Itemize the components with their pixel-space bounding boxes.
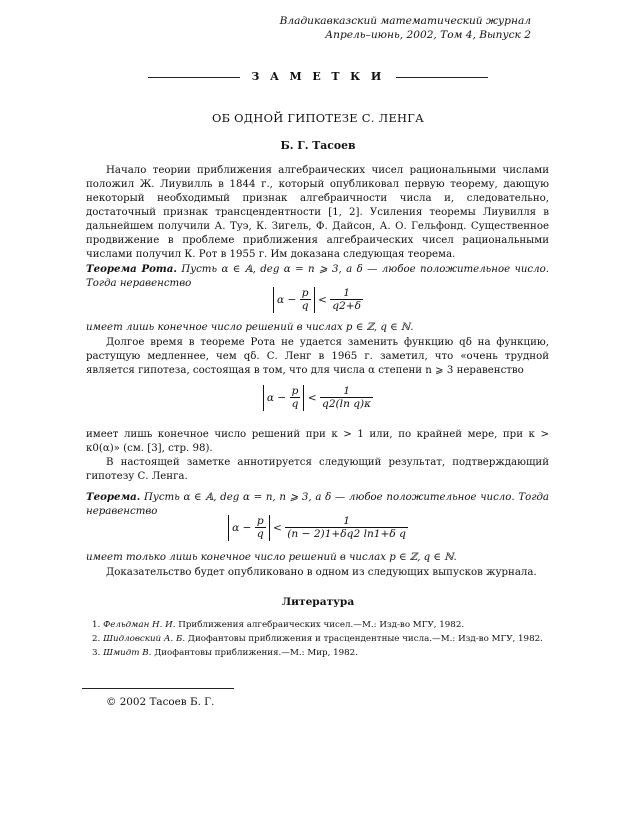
article-title: ОБ ОДНОЙ ГИПОТЕЗЕ С. ЛЕНГА (211, 111, 425, 125)
footnote-rule (82, 688, 234, 689)
journal-line-2: Апрель–июнь, 2002, Том 4, Выпуск 2 (325, 29, 531, 41)
section-heading (0, 70, 636, 83)
section-label: З А М Е Т К И (251, 70, 385, 83)
roth-formula-lhs: α − (277, 294, 300, 306)
reference-number: 1. (92, 620, 101, 630)
lang-formula-q: q (291, 398, 299, 410)
lang-formula-p: p (291, 385, 299, 397)
lang-formula-rel: < (307, 392, 321, 404)
lang-formula-den: q2(ln q)κ (322, 398, 372, 410)
section-rule-right (396, 77, 488, 78)
reference-text: Диофантовы приближения и трасцендентные числа.—М.: Изд-во МГУ, 1982. (187, 634, 543, 644)
main-formula-num: 1 (285, 515, 408, 528)
reference-number: 3. (92, 648, 101, 658)
roth-formula-den: q2+δ (332, 300, 361, 312)
reference-author: Шмидт В. (103, 648, 152, 658)
paragraph-lang: Долгое время в теореме Рота не удается заменить функцию qδ на функцию, растущую медленнее, чем qδ. С. Ленг в 1965 г. заметил, что «очень трудной является гипотеза, состоящая в том, что для числа α степени n ⩾ 3 неравенство (86, 337, 549, 376)
roth-formula-q: q (301, 300, 309, 312)
roth-formula-p: p (301, 287, 309, 299)
main-theorem-label: Теорема. (86, 491, 141, 503)
main-formula-q: q (256, 528, 264, 540)
reference-author: Шидловский А. Б. (103, 634, 186, 644)
reference-text: Приближения алгебраических чисел.—М.: Изд-во МГУ, 1982. (178, 620, 465, 630)
lang-formula (0, 385, 636, 411)
lang-formula-lhs: α − (266, 392, 290, 404)
roth-formula (0, 287, 636, 313)
paragraph-lang-after: имеет лишь конечное число решений при κ > 1 или, по крайней мере, при κ > κ0(α)» (см. [3], стр. 98). (86, 429, 549, 454)
lang-formula-num: 1 (320, 385, 373, 398)
journal-line-1: Владикавказский математический журнал (279, 15, 531, 27)
paragraph-proof: Доказательство будет опубликовано в одном из следующих выпусков журнала. (106, 567, 537, 578)
roth-formula-rel: < (317, 294, 331, 306)
reference-text: Диофантовы приближения.—М.: Мир, 1982. (154, 648, 358, 658)
main-formula-p: p (256, 515, 264, 527)
main-theorem-text: Пусть α ∈ 𝔸, deg α = n, n ⩾ 3, а δ — любое положительное число. Тогда неравенство (86, 492, 549, 517)
reference-number: 2. (92, 634, 101, 644)
references-heading: Литература (281, 596, 355, 608)
article-author: Б. Г. Тасоев (280, 139, 356, 152)
main-formula-rel: < (273, 522, 286, 534)
paragraph-intro: Начало теории приближения алгебраических чисел рациональными числами положил Ж. Лиувилль в 1844 г., который опубликовал первую теорему, дающую некоторый необходимый признак алгебраичности числа и, следовательно, достаточный признак трансцендентности [1, 2]. Усиления теоремы Лиувилля в дальнейшем получили А. Туэ, К. Зигель, Ф. Дайсон, А. О. Гельфонд. Существенное продвижение в проблеме приближения алгебраических чисел рациональными числами получил К. Рот в 1955 г. Им доказана следующая теорема. (86, 165, 549, 260)
roth-theorem-text: Пусть α ∈ 𝔸, deg α = n ⩾ 3, а δ — любое положительное число. Тогда неравенство (86, 264, 549, 289)
journal-header (280, 14, 531, 42)
roth-formula-num: 1 (330, 287, 363, 300)
reference-item (92, 647, 562, 659)
section-rule-left (148, 77, 240, 78)
main-theorem-after: имеет только лишь конечное число решений в числах p ∈ ℤ, q ∈ ℕ. (86, 552, 457, 563)
reference-author: Фельдман Н. И. (103, 620, 176, 630)
roth-theorem-label: Теорема Рота. (86, 263, 177, 275)
main-formula (0, 515, 636, 541)
paragraph-announce: В настоящей заметке аннотируется следующий результат, подтверждающий гипотезу С. Ленга. (86, 457, 549, 482)
roth-after: имеет лишь конечное число решений в числах p ∈ ℤ, q ∈ ℕ. (86, 322, 414, 333)
main-formula-den: (n − 2)1+δq2 ln1+δ q (287, 528, 406, 540)
reference-item (92, 619, 562, 631)
main-formula-lhs: α − (232, 522, 255, 534)
copyright: © 2002 Тасоев Б. Г. (106, 696, 215, 708)
reference-item (92, 633, 562, 645)
